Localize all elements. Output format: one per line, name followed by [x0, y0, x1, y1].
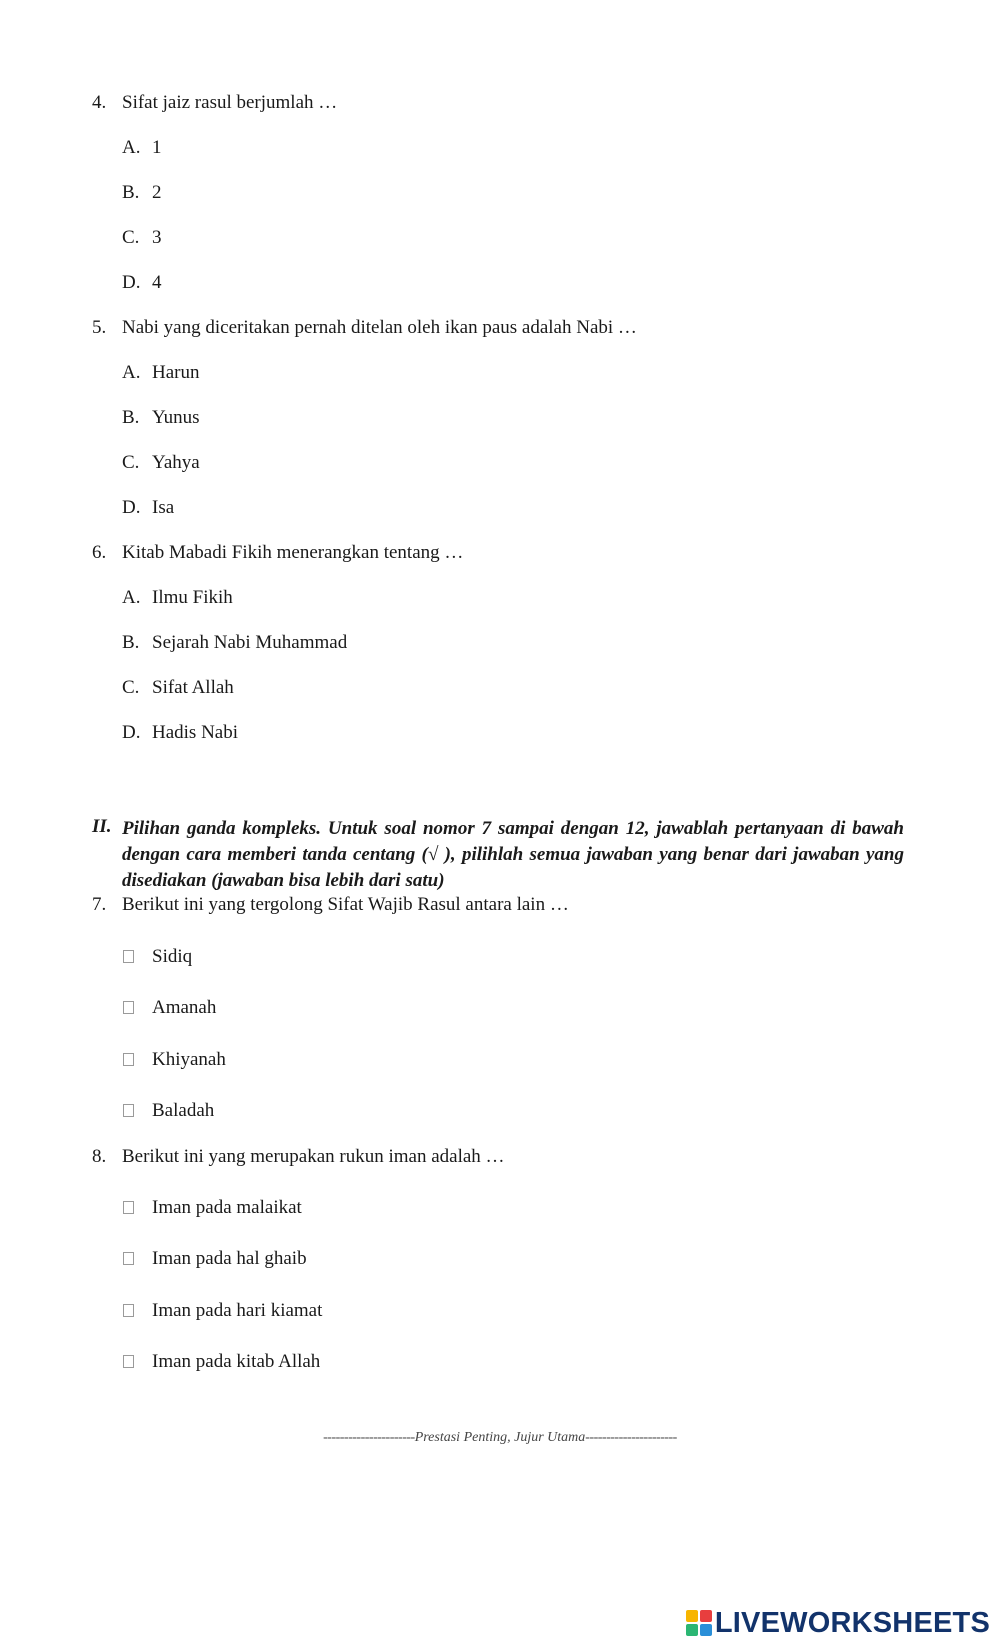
- option-text: Khiyanah: [152, 1049, 226, 1070]
- section-instruction: Pilihan ganda kompleks. Untuk soal nomor 7 sampai dengan 12, jawablah pertanyaan di bawah dengan cara memberi tanda centang (√ ), pilihlah semua jawaban yang benar dari jawaban yang disediakan (jawaban bisa lebih dari satu): [122, 818, 904, 891]
- question-number: 8.: [92, 1146, 107, 1167]
- question-number: 7.: [92, 894, 107, 915]
- footer-motto: [0, 1430, 1000, 1446]
- option-letter: D.: [122, 722, 141, 743]
- question-text: Berikut ini yang tergolong Sifat Wajib Rasul antara lain …: [122, 894, 569, 915]
- option-text: Baladah: [152, 1100, 215, 1121]
- question-number: 6.: [92, 542, 107, 563]
- question-text: Kitab Mabadi Fikih menerangkan tentang …: [122, 542, 464, 563]
- answer-checkbox[interactable]: [123, 1001, 134, 1014]
- option-text[interactable]: Hadis Nabi: [152, 722, 239, 743]
- footer-dashes-left: ----------------------: [323, 1430, 415, 1445]
- liveworksheets-logo-icon: [686, 1610, 712, 1636]
- footer-dashes-right: ----------------------: [585, 1430, 677, 1445]
- brand-name: LIVEWORKSHEETS: [714, 1606, 990, 1639]
- option-letter: C.: [122, 677, 140, 698]
- answer-checkbox[interactable]: [123, 1355, 134, 1368]
- option-letter: A.: [122, 362, 141, 383]
- option-letter: D.: [122, 272, 141, 293]
- option-text[interactable]: Ilmu Fikih: [152, 587, 233, 608]
- question-text: Nabi yang diceritakan pernah ditelan oleh ikan paus adalah Nabi …: [122, 317, 637, 338]
- answer-checkbox[interactable]: [123, 950, 134, 963]
- answer-checkbox[interactable]: [123, 1201, 134, 1214]
- answer-checkbox[interactable]: [123, 1252, 134, 1265]
- option-text[interactable]: Isa: [152, 497, 175, 518]
- question-number: 5.: [92, 317, 107, 338]
- option-letter: D.: [122, 497, 141, 518]
- option-text[interactable]: Yunus: [152, 407, 200, 428]
- option-text: Iman pada malaikat: [152, 1197, 302, 1218]
- option-text[interactable]: 3: [152, 227, 162, 248]
- option-letter: B.: [122, 407, 140, 428]
- option-text[interactable]: Sejarah Nabi Muhammad: [152, 632, 348, 653]
- motto-text: Prestasi Penting, Jujur Utama: [414, 1430, 586, 1445]
- option-text: Sidiq: [152, 946, 193, 967]
- liveworksheets-logo[interactable]: [686, 1606, 990, 1640]
- option-letter: A.: [122, 587, 141, 608]
- logo-square: [700, 1624, 712, 1636]
- option-text[interactable]: Yahya: [152, 452, 200, 473]
- logo-square: [686, 1610, 698, 1622]
- question-text: Berikut ini yang merupakan rukun iman adalah …: [122, 1146, 505, 1167]
- option-text: Iman pada hal ghaib: [152, 1248, 307, 1269]
- answer-checkbox[interactable]: [123, 1104, 134, 1117]
- question-text: Sifat jaiz rasul berjumlah …: [122, 92, 338, 113]
- option-text[interactable]: 4: [152, 272, 162, 293]
- option-letter: C.: [122, 227, 140, 248]
- answer-checkbox[interactable]: [123, 1304, 134, 1317]
- option-text[interactable]: Sifat Allah: [152, 677, 234, 698]
- option-letter: B.: [122, 182, 140, 203]
- option-text[interactable]: Harun: [152, 362, 200, 383]
- logo-square: [700, 1610, 712, 1622]
- option-text: Iman pada kitab Allah: [152, 1351, 321, 1372]
- option-text: Amanah: [152, 997, 217, 1018]
- logo-square: [686, 1624, 698, 1636]
- option-letter: B.: [122, 632, 140, 653]
- question-number: 4.: [92, 92, 107, 113]
- option-text: Iman pada hari kiamat: [152, 1300, 323, 1321]
- section-number: II.: [92, 816, 112, 837]
- option-letter: C.: [122, 452, 140, 473]
- answer-checkbox[interactable]: [123, 1053, 134, 1066]
- option-text[interactable]: 1: [152, 137, 162, 158]
- option-letter: A.: [122, 137, 141, 158]
- option-text[interactable]: 2: [152, 182, 162, 203]
